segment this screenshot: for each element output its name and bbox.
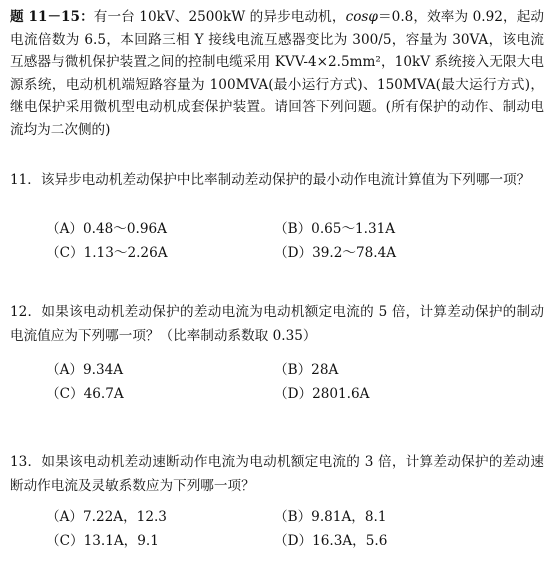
option-d[interactable]: （D）39.2～78.4A — [274, 245, 397, 261]
option-a[interactable]: （A）9.34A — [46, 362, 124, 378]
question-12 — [10, 300, 544, 348]
option-a[interactable]: （A）7.22A，12.3 — [46, 509, 167, 525]
options-row — [46, 217, 516, 241]
option-d[interactable]: （D）2801.6A — [274, 386, 370, 402]
question-12-stem: 12．如果该电动机差动保护的差动电流为电动机额定电流的 5 倍，计算差动保护的制动电流值应为下列哪一项？（比率制动系数取 0.35） — [10, 304, 544, 344]
intro-text-part-1: 有一台 10kV、2500kW 的异步电动机， — [93, 9, 346, 25]
option-c[interactable]: （C）46.7A — [46, 386, 124, 402]
problem-label: 题 11－15： — [10, 9, 94, 25]
options-row — [46, 505, 516, 529]
options-row — [46, 529, 516, 553]
options-row — [46, 382, 516, 406]
option-b[interactable]: （B）0.65～1.31A — [274, 221, 396, 237]
question-13-options — [46, 505, 516, 553]
intro-text-part-2: ＝0.8，效率为 0.92，起动电流倍数为 6.5，本回路三相 Y 接线电流互感器变比为 300/5，容量为 30VA，该电流互感器与微机保护装置之间的控制电缆采用 KVV-4×2.5mm²，10kV 系统接入无限大电源系统，电动机机端短路容量为 100MVA(最小运行方式)、150MVA(最大运行方式)，继电保护采用微机型电动机成套保护装置。请回答下列问题。(所有保护的动作、制动电流均为二次侧的) — [10, 9, 544, 138]
question-11 — [10, 168, 544, 192]
power-factor-symbol: cosφ — [345, 9, 378, 25]
options-row — [46, 241, 516, 265]
question-11-options — [46, 217, 516, 265]
option-a[interactable]: （A）0.48～0.96A — [46, 221, 167, 237]
question-13 — [10, 450, 544, 498]
question-13-stem: 13．如果该电动机差动速断动作电流为电动机额定电流的 3 倍，计算差动保护的差动速断动作电流及灵敏系数应为下列哪一项？ — [10, 454, 544, 494]
question-12-options — [46, 358, 516, 406]
options-row — [46, 358, 516, 382]
option-d[interactable]: （D）16.3A，5.6 — [274, 533, 388, 549]
option-c[interactable]: （C）1.13～2.26A — [46, 245, 168, 261]
option-c[interactable]: （C）13.1A，9.1 — [46, 533, 159, 549]
option-b[interactable]: （B）9.81A，8.1 — [274, 509, 387, 525]
problem-intro — [10, 6, 544, 142]
option-b[interactable]: （B）28A — [274, 362, 339, 378]
question-11-stem: 11．该异步电动机差动保护中比率制动差动保护的最小动作电流计算值为下列哪一项？ — [10, 172, 531, 188]
